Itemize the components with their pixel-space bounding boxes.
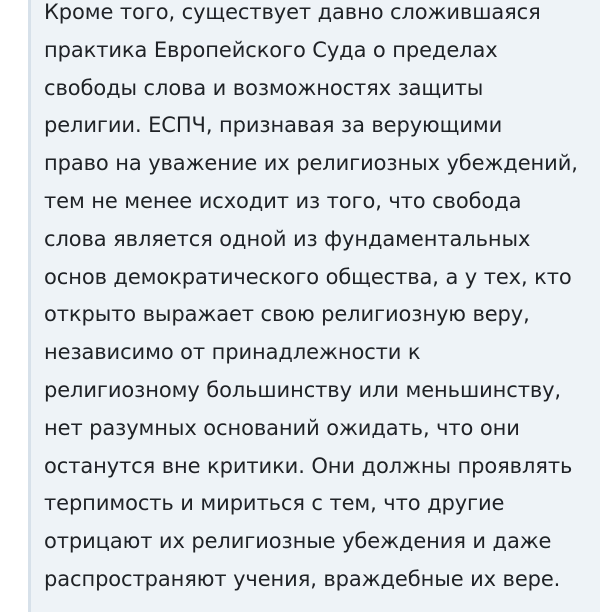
quote-line: практика Европейского Суда о пределах bbox=[44, 37, 498, 62]
quote-line: свободы слова и возможностях защиты bbox=[44, 75, 484, 100]
quote-line: терпимость и мириться с тем, что другие bbox=[44, 491, 505, 516]
quote-line: нет разумных оснований ожидать, что они bbox=[44, 415, 520, 440]
quote-line: право на уважение их религиозных убеждений, bbox=[44, 151, 578, 176]
quote-accent-bar bbox=[28, 0, 31, 612]
quote-line: религии. ЕСПЧ, признавая за верующими bbox=[44, 113, 503, 138]
quote-line: отрицают их религиозные убеждения и даже bbox=[44, 529, 552, 554]
quote-line: религиозному большинству или меньшинству, bbox=[44, 377, 562, 402]
quote-line: независимо от принадлежности к bbox=[44, 340, 421, 365]
quote-line: слова является одной из фундаментальных bbox=[44, 226, 531, 251]
quote-line: распространяют учения, враждебные их вере. bbox=[44, 566, 561, 591]
quote-line: останутся вне критики. Они должны проявлять bbox=[44, 453, 573, 478]
quote-text bbox=[44, 0, 584, 599]
quote-line: открыто выражает свою религиозную веру, bbox=[44, 302, 530, 327]
quote-line: Кроме того, существует давно сложившаяся bbox=[44, 0, 541, 24]
quote-line: тем не менее исходит из того, что свобода bbox=[44, 188, 522, 213]
quote-line: основ демократического общества, а у тех, кто bbox=[44, 264, 572, 289]
